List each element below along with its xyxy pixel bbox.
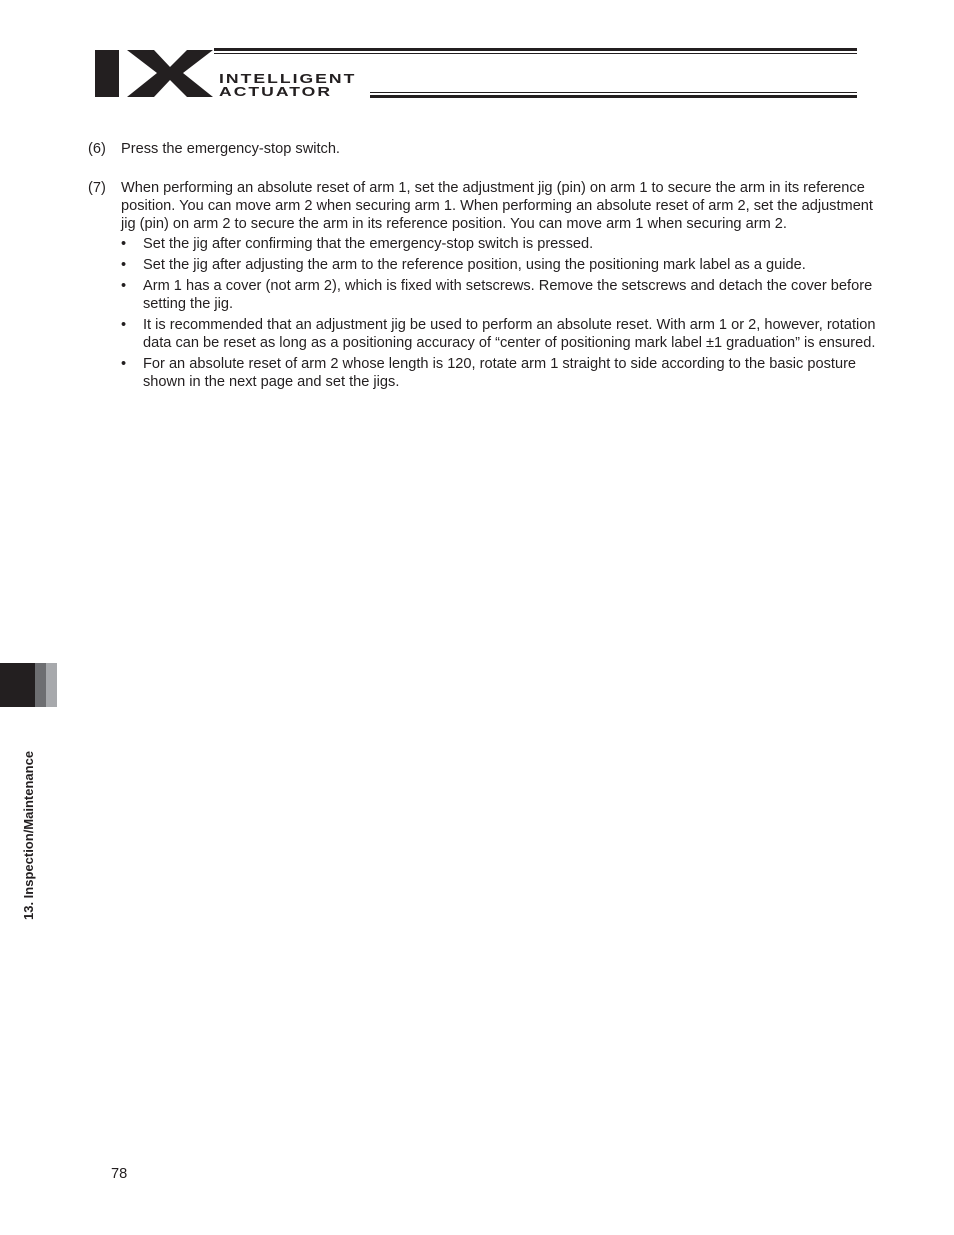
list-item [121, 235, 878, 253]
step-text: When performing an absolute reset of arm 1, set the adjustment jig (pin) on arm 1 to secure the arm in its reference position. You can move arm 2 when securing arm 1. When performing an absolute reset of arm 2, set the adjustment jig (pin) on arm 2 to secure the arm in its reference position. You can move arm 1 when securing arm 2. [121, 180, 873, 232]
list-item-text: Set the jig after confirming that the emergency-stop switch is pressed. [143, 236, 594, 252]
list-item-text: Set the jig after adjusting the arm to the reference position, using the positioning mark label as a guide. [143, 257, 806, 273]
list-item-text: Arm 1 has a cover (not arm 2), which is fixed with setscrews. Remove the setscrews and detach the cover before setting the jig. [143, 278, 873, 312]
bullet-icon: • [121, 236, 127, 252]
tab-bar-mid [35, 663, 46, 707]
list-item [121, 256, 878, 274]
list-item-text: It is recommended that an adjustment jig be used to perform an absolute reset. With arm 1 or 2, however, rotation data can be reset as long as a positioning accuracy of “center of positioning mark label ±1 graduation” is ensured. [143, 317, 876, 351]
header-rule-top [214, 48, 857, 51]
list-item [121, 355, 878, 391]
step-7 [88, 179, 878, 391]
bullet-icon: • [121, 257, 127, 273]
tab-bar-dark [0, 663, 35, 707]
bullet-icon: • [121, 356, 127, 372]
header-rule-bottom [370, 95, 857, 98]
step-number: (6) [88, 141, 106, 157]
bullet-icon: • [121, 317, 127, 333]
list-item [121, 277, 878, 313]
chapter-side-label: 13. Inspection/Maintenance [21, 750, 36, 920]
bullet-icon: • [121, 278, 127, 294]
header-rule-top-thin [214, 53, 857, 54]
header-rule-bottom-thin [370, 92, 857, 93]
list-item-text: For an absolute reset of arm 2 whose length is 120, rotate arm 1 straight to side according to the basic posture shown in the next page and set the jigs. [143, 356, 857, 390]
step-number: (7) [88, 180, 106, 196]
page-number: 78 [111, 1166, 128, 1182]
main-content [88, 140, 878, 394]
logo-line1: INTELLIGENT [219, 71, 357, 86]
chapter-tab-marker [0, 663, 57, 707]
logo-line2: ACTUATOR [219, 84, 333, 99]
step-6 [88, 140, 878, 158]
step-text: Press the emergency-stop switch. [121, 141, 340, 157]
bullet-list [121, 235, 878, 391]
list-item [121, 316, 878, 352]
tab-bar-light [46, 663, 57, 707]
